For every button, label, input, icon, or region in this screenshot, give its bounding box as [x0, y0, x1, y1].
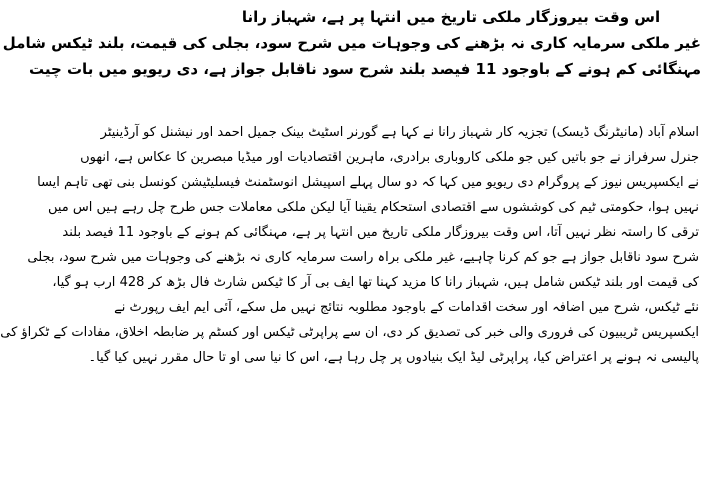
body-line-3: نے ایکسپریس نیوز کے پروگرام دی ریویو میں کہا کہ دو سال پہلے اسپیشل انوسٹمنٹ فیسلیٹیشن کونسل بنی تھی تاہم ایسا [37, 175, 699, 190]
headline-2: غیر ملکی سرمایہ کاری نہ بڑھنے کی وجوہات میں شرح سود، بجلی کی قیمت، بلند ٹیکس شامل [2, 34, 701, 52]
body-line-7: کی قیمت اور بلند ٹیکس شامل ہیں، شہباز رانا کا مزید کہنا تھا ایف بی آر کا ٹیکس شارٹ فال بڑھ کر 428 ارب ہو گیا، [52, 275, 699, 290]
body-line-5: ترقی کا راستہ نظر نہیں آتا، اس وقت بیروزگار ملکی تاریخ میں انتہا پر ہے، مہنگائی کم ہونے کے باوجود 11 فیصد بلند [62, 225, 699, 240]
body-line-9: ایکسپریس ٹریبیون کی فروری والی خبر کی تصدیق کر دی، ان سے پراپرٹی ٹیکس اور کسٹم پر ضابطہ اخلاق، مفادات کے ٹکراؤ کی [0, 325, 699, 340]
body-line-1: اسلام آباد (مانیٹرنگ ڈیسک) تجزیہ کار شہباز رانا نے کہا ہے گورنر اسٹیٹ بینک جمیل احمد اور نیشنل کو آرڈینیٹر [100, 125, 699, 140]
body-line-2: جنرل سرفراز نے جو باتیں کیں جو ملکی کاروباری برادری، ماہرین اقتصادیات اور میڈیا مبصرین کا عکاس ہے، انھوں [80, 150, 699, 165]
headline-3: مہنگائی کم ہونے کے باوجود 11 فیصد بلند شرح سود ناقابل جواز ہے، دی ریویو میں بات چیت [28, 60, 701, 78]
body-line-4: نہیں ہوا، حکومتی ٹیم کی کوششوں سے اقتصادی استحکام یقینا آیا لیکن ملکی معاملات جس طرح چل رہے ہیں اس میں [47, 200, 699, 215]
article-body [0, 120, 699, 370]
headlines-block [2, 4, 701, 82]
body-line-10: پالیسی نہ ہونے پر اعتراض کیا، پراپرٹی لیڈ ایک بنیادوں پر چل رہا ہے، اس کا نیا سی او تا حال مقرر نہیں کیا گیا۔ [88, 350, 699, 365]
body-line-6: شرح سود ناقابل جواز ہے جو کم کرنا چاہیے، غیر ملکی براہ راست سرمایہ کاری نہ بڑھنے کی وجوہات میں شرح سود، بجلی [27, 250, 699, 265]
body-line-8: نئے ٹیکس، شرح میں اضافہ اور سخت اقدامات کے باوجود مطلوبہ نتائج نہیں مل سکے، آئی ایم ایف رپورٹ نے [114, 300, 699, 315]
headline-1: اس وقت بیروزگار ملکی تاریخ میں انتہا پر ہے، شہباز رانا [241, 8, 661, 26]
